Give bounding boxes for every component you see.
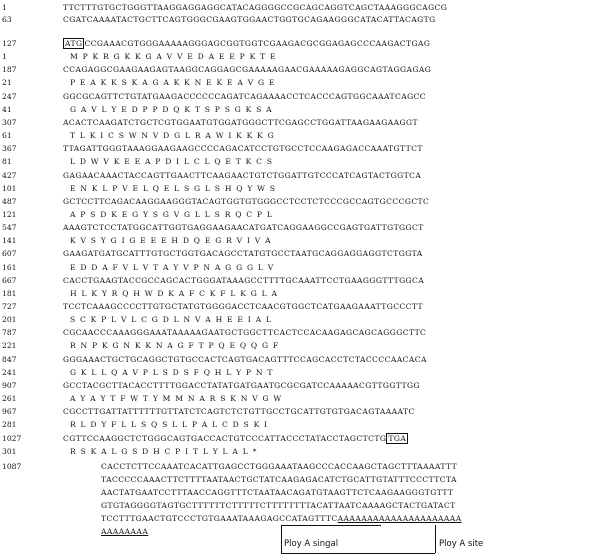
protein-row [0,157,599,169]
position-number: 787 [2,328,17,338]
sequence-text: GCCTACGCTTACACCTTTTGGACCTATATGATGAATGCGCGATCCAAAAACGTTGGTTGG [63,380,420,390]
amino-acid-sequence [70,341,278,350]
position-number: 1027 [2,433,22,443]
start-codon: ATG [65,39,83,48]
amino-acid-sequence [70,315,271,324]
sequence-text: AACTATGAATCCTTTAACCAGGTTTCTAATAACAGATGTAAGTTCTCAAGAAGGGTGTTT [101,487,454,497]
protein-row [0,105,599,117]
position-number: 141 [2,236,17,246]
sequence-text: CGTTCCAAGGCTCTGGGCAGTGACCACTGTCCCATTACCCTATACCTAGCTCTG [63,433,387,443]
amino-acid-sequence [70,447,256,456]
nucleotide-row [0,249,599,261]
sequence-text: A P S D K E G Y S G V G L L S R Q C P L [70,209,272,219]
nucleotide-row [0,527,599,539]
dna-sequence [63,39,430,48]
utr-text: TCCTTTGAACTGTCCCTGTGAAATAAAGAGCCATAGTTTC [101,514,338,524]
nucleotide-row [0,39,599,51]
nucleotide-row [0,462,599,474]
sequence-text: G K L L Q A V P L S D S F Q H L Y P N T [70,367,273,377]
sequence-text: CACCTGAAGTACCGCCAGCACTGGGATAAAGCCTTTTGCAAATTCCTGAAGGGTTTGGCA [63,275,425,285]
dna-sequence [63,302,423,311]
nucleotide-row [0,488,599,500]
nucleotide-row [0,3,599,15]
sequence-text: CCGAAACGTGGGAAAAAGGGAGCGGTGGTCGAAGACGCGGAGAGCCCAAGACTGAG [84,39,431,48]
nucleotide-row [0,15,599,27]
amino-acid-sequence [70,394,281,403]
sequence-text: TCCTCAAAGCCCCTTGTGCTATGTGGGGACCTCAACGTGGCTCATGAAGAAATTGCCCTT [63,302,423,311]
sequence-text: E N K L P V E L Q E L S G L S H Q Y W S [70,183,276,193]
position-number: 241 [2,367,17,377]
dna-sequence [63,118,418,127]
polya-tail: AAAAAAAA [101,527,149,537]
sequence-text: ACACTCAAGATCTGCTCGTGGAATGTGGATGGGCTTCGAGCCTGGATTAAGAAGAAGGT [63,117,418,127]
dna-sequence [63,92,426,101]
amino-acid-sequence [70,236,271,245]
dna-sequence [63,407,415,416]
position-number: 181 [2,288,17,298]
amino-acid-sequence [70,184,275,193]
protein-row [0,341,599,353]
position-number: 1 [2,3,7,12]
amino-acid-sequence [70,131,274,140]
sequence-text: CGCCTTGATTATTTTTTGTTATCTCAGTCTCTGTTGCCTGCATTGTGTGACAGTAAAATC [63,407,415,417]
protein-row [0,289,599,301]
sequence-text: AAAGTCTCCTATGGCATTGGTGAGGAAGAACATGATCAGGAAGGCCGAGTGATTGTGGCT [63,223,424,233]
dna-sequence [63,434,408,443]
polya-site-bracket [435,525,436,553]
nucleotide-row [0,302,599,314]
nucleotide-row [0,501,599,513]
position-number: 21 [2,78,12,88]
nucleotide-row [0,197,599,209]
nucleotide-row [0,475,599,487]
amino-acid-sequence [70,157,272,166]
position-number: 307 [2,117,17,127]
sequence-text: T L K I C S W N V D G L R A W I K K K G [70,131,274,141]
polya-tail: AAAAAAAAAAAAAAAAAAAAA [337,514,462,524]
dna-sequence [101,527,148,536]
nucleotide-row [0,407,599,419]
position-number: 727 [2,302,17,311]
position-number: 607 [2,249,17,259]
sequence-text: K V S Y G I G E E E H D Q E G R V I V A [70,236,271,246]
position-number: 201 [2,315,17,325]
position-number: 907 [2,380,17,390]
nucleotide-row [0,118,599,130]
sequence-text: TTCTTTGTGCTGGGTTAAGGAGGAGGCATACAGGGGCCGCAGCAGGTCAGCTAAAGGGCAGCG [63,3,448,12]
protein-row [0,131,599,143]
position-number: 61 [2,131,12,141]
dna-sequence [63,65,431,74]
position-number: 121 [2,209,17,219]
position-number: 487 [2,196,17,206]
position-number: 261 [2,394,17,404]
sequence-text: R L D Y F L L S Q S L L P A L C D S K I [70,420,268,430]
position-number: 967 [2,407,17,417]
position-number: 667 [2,275,17,285]
nucleotide-row [0,355,599,367]
sequence-text: CGATCAAAATACTGCTTCAGTGGGCGAAGTGGAACTGGTGCAGAAGGGCATACATTACAGTG [63,15,436,24]
position-number: 281 [2,420,17,430]
amino-acid-sequence [70,289,277,298]
amino-acid-sequence [70,78,274,87]
sequence-text: L D W V K E E A P D I L C L Q E T K C S [70,157,273,167]
position-number: 547 [2,223,17,233]
polya-signal-label: Ploy A singal [284,539,339,550]
protein-row [0,210,599,222]
sequence-text: GGCGCAGTTCTGTATGAAGACCCCCCAGATCAGAAAACCTCACCCAGTGGCAAATCAGCC [63,91,427,101]
nucleotide-row [0,276,599,288]
dna-sequence [101,488,453,497]
dna-sequence [63,223,424,232]
sequence-text: GAGAACAAACTACCAGTTGAACTTCAAGAACTGTCTGGATTGTCCCATCAGTACTGGTCA [63,170,422,180]
amino-acid-sequence [70,368,272,377]
protein-row [0,236,599,248]
sequence-text: CCAGAGGCGAAGAAGAGTAAGGCAGGAGCGAAAAAGAACGAAAAAGAGGCAGTAGGAGAG [63,65,432,75]
sequence-text: R S K A L G S D H C P I T L Y L A L * [70,446,257,456]
position-number: 1087 [2,461,22,471]
dna-sequence [101,462,457,471]
dna-sequence [63,144,423,153]
protein-row [0,263,599,275]
sequence-text: GTGTAGGGGTAGTGCTTTTTTCTTTTTCTTTTTTTTACATTAATCAAAAGCTACTGATACT [101,501,456,511]
dna-sequence [63,328,426,337]
sequence-text: GAAGATGATGCATTTGTGCTGGTGACAGCCTATGTGCCTAATGCAGGAGGAGGTCTGGTA [63,249,423,259]
position-number: 63 [2,15,12,24]
polya-signal-bracket [281,525,282,553]
polya-signal-underline [281,525,381,526]
position-number: 847 [2,354,17,364]
polya-site-label: Ploy A site [439,539,484,550]
dna-sequence [101,514,462,523]
protein-row [0,78,599,90]
sequence-text: H L K Y R Q H W D K A F C K F L K G L A [70,288,278,298]
sequence-text: E D D A F V L V T A Y V P N A G G G L V [70,262,274,272]
position-number: 427 [2,170,17,180]
nucleotide-row [0,171,599,183]
position-number: 81 [2,157,12,167]
sequence-text: R N P K G N K K N A G F T P Q E Q Q G F [70,341,279,351]
sequence-text: GCTCCTTCAGACAAGGAAGGGTACAGTGGTGTGGGCCTCCTCTCCCGCCAGTGCCCGCTC [63,196,430,206]
position-number: 301 [2,446,17,456]
protein-row [0,447,599,459]
sequence-text: G A V L Y E D P P D Q K T S P S G K S A [70,104,272,114]
sequence-text: M P K R G K K G A V V E D A E E P K T E [70,52,276,62]
position-number: 41 [2,104,12,114]
sequence-text: S C K P L V L C G D L N V A H E E I A L [70,315,271,325]
sequence-text: CGCAACCCAAAGGGAAATAAAAAGAATGCTGGCTTCACTCCACAAGAGCAGCAGGGCTTC [63,328,427,338]
nucleotide-row [0,381,599,393]
position-number: 127 [2,39,17,48]
amino-acid-sequence [70,420,267,429]
dna-sequence [63,197,429,206]
dna-sequence [63,355,427,364]
dna-sequence [63,276,424,285]
position-number: 1 [2,52,7,62]
position-number: 161 [2,262,17,272]
stop-codon: TGA [388,433,407,443]
position-number: 247 [2,91,17,101]
protein-row [0,420,599,432]
dna-sequence [63,249,423,258]
sequence-text: TACCCCCAAACTTCTTTTAATAACTGCTATCAAGAGACATCTGCATTGTATTTCCCTTCTA [101,474,457,484]
nucleotide-row [0,434,599,446]
nucleotide-row [0,223,599,235]
protein-row [0,315,599,327]
dna-sequence [101,475,457,484]
sequence-text: GGGAAACTGCTGCAGGCTGTGCCACTCAGTGACAGTTTCCAGCACCTCTACCCCAACACA [63,354,427,364]
protein-row [0,184,599,196]
nucleotide-row [0,65,599,77]
dna-sequence [63,3,447,12]
amino-acid-sequence [70,210,272,219]
amino-acid-sequence [70,52,276,61]
dna-sequence [63,15,436,24]
dna-sequence [101,501,456,510]
position-number: 101 [2,183,17,193]
amino-acid-sequence [70,263,273,272]
nucleotide-row [0,328,599,340]
position-number: 367 [2,144,17,154]
sequence-text: A Y A Y T F W T Y M M N A R S K N V G W [70,394,282,404]
position-number: 187 [2,65,17,75]
nucleotide-row [0,144,599,156]
nucleotide-row [0,92,599,104]
protein-row [0,368,599,380]
position-number: 221 [2,341,17,351]
dna-sequence [63,171,421,180]
protein-row [0,394,599,406]
sequence-text: TTAGATTGGGTAAAGGAAGAAGCCCCAGACATCCTGTGCCTCCAAGAGACCAAATGTTCT [63,144,423,154]
amino-acid-sequence [70,105,272,114]
sequence-text: P E A K K S K A G A K K N E K E A V G E [70,78,275,88]
protein-row [0,52,599,64]
sequence-text: CACCTCTTCCAAATCACATTGAGCCTGGGAAATAAGCCCACCAAGCTAGCTTTAAAATTT [101,461,458,471]
dna-sequence [63,381,420,390]
